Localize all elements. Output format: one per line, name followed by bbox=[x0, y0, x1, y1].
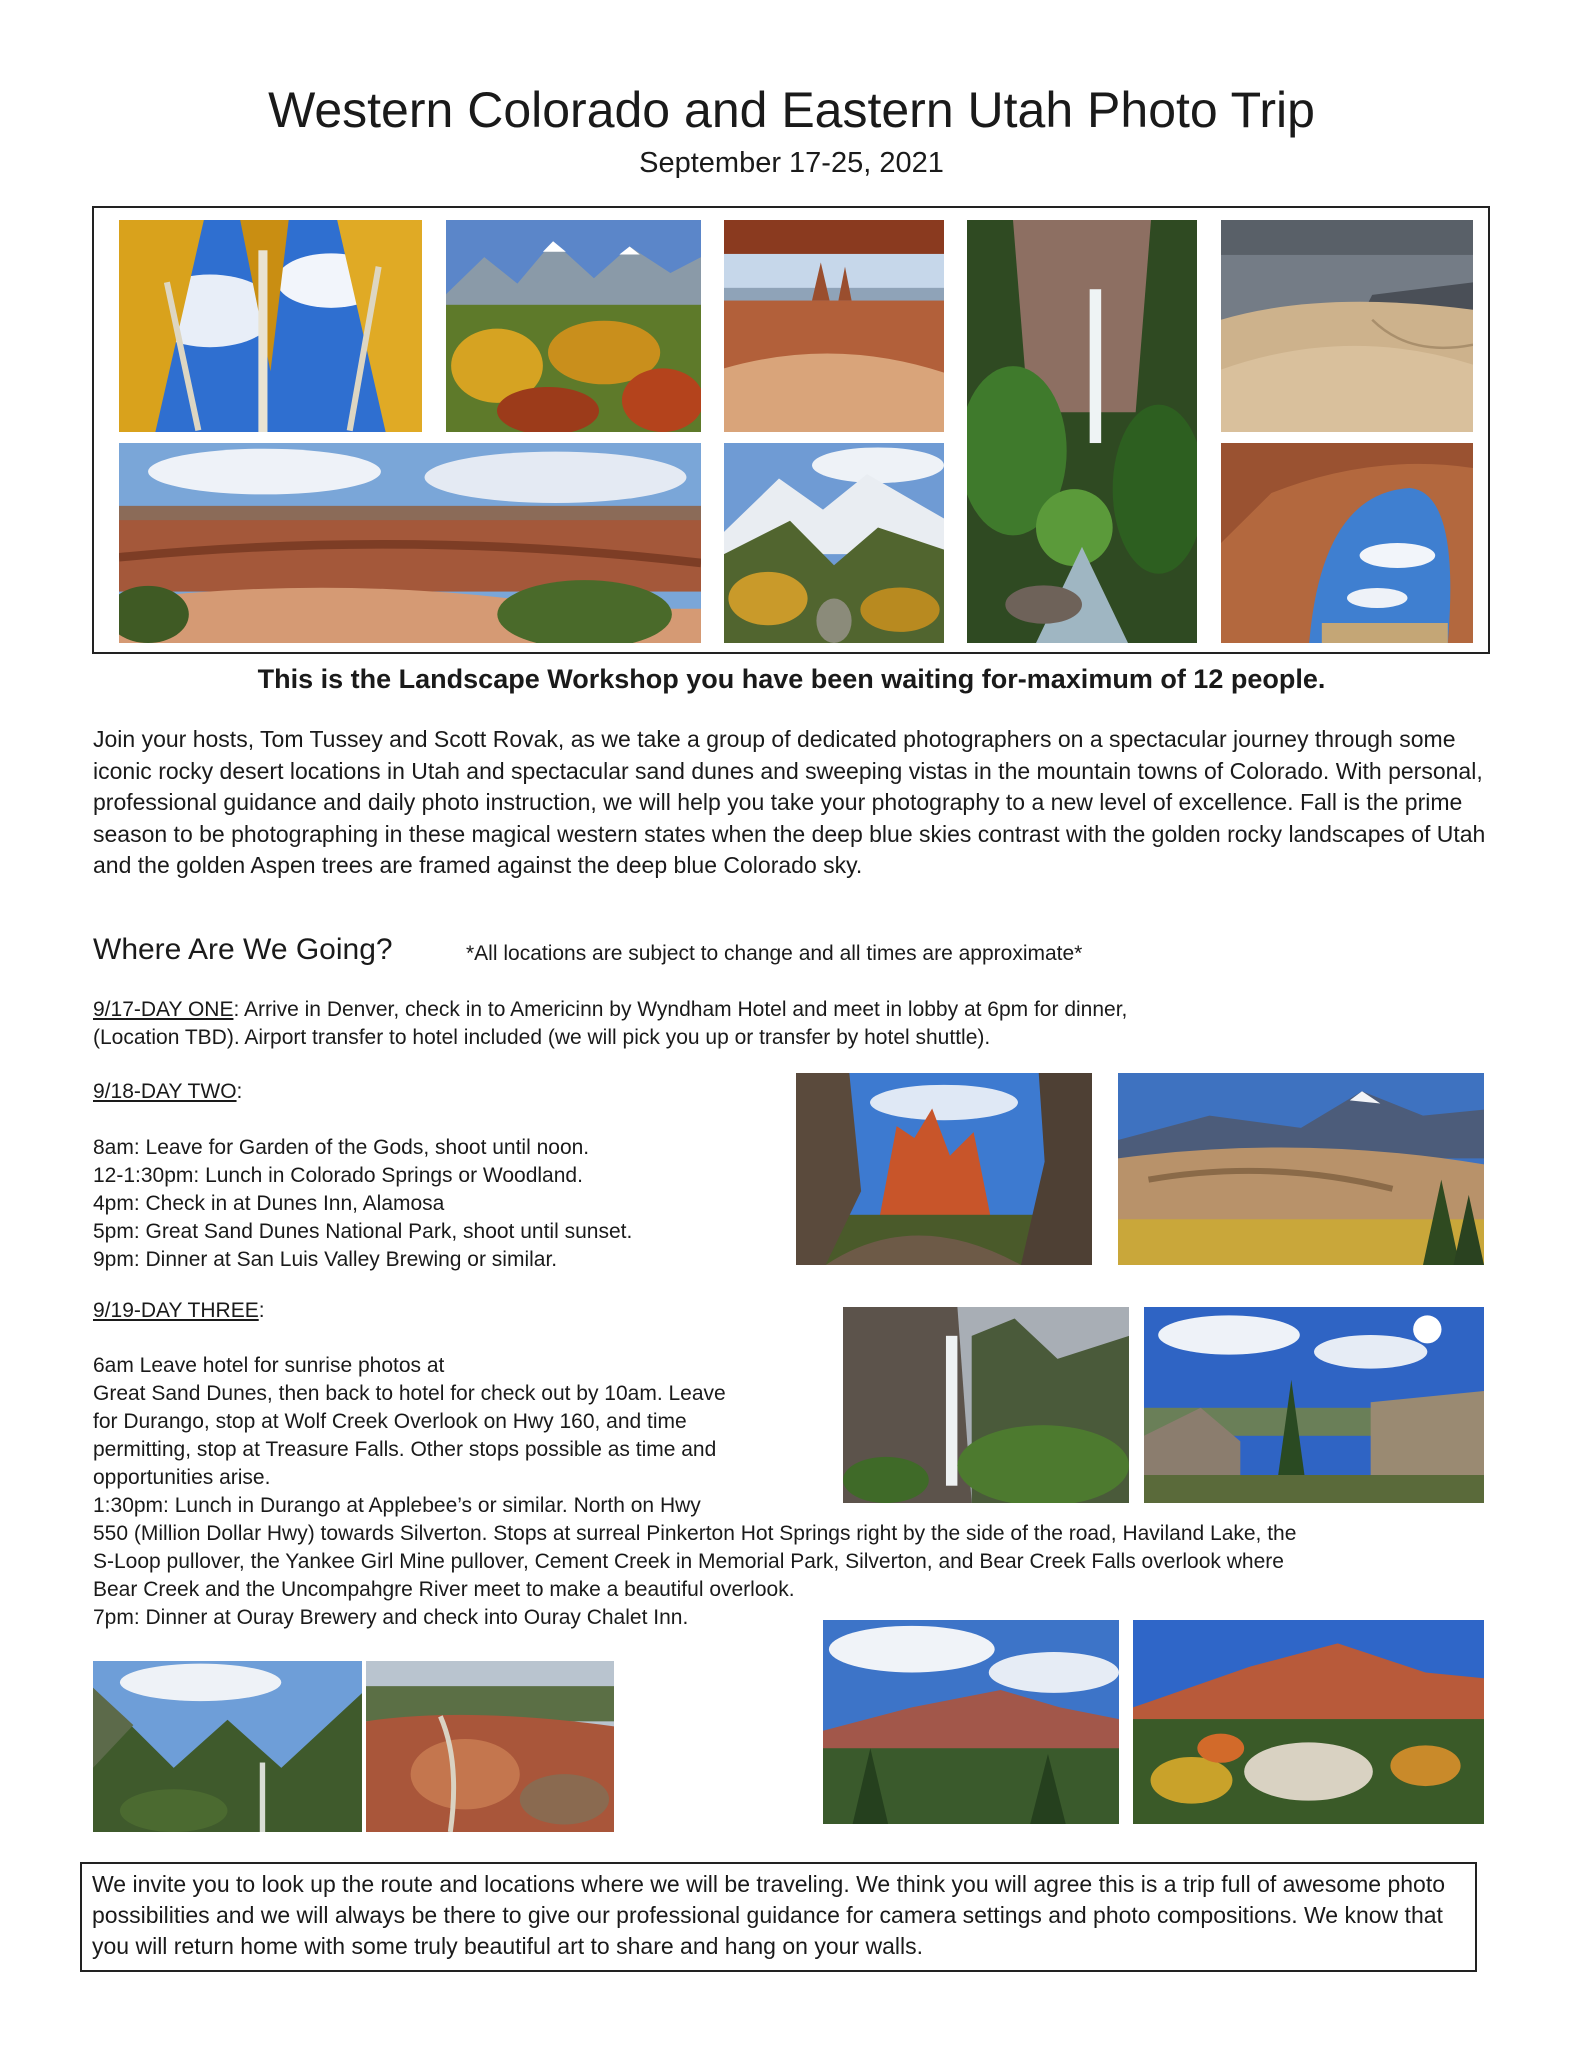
intro-paragraph: Join your hosts, Tom Tussey and Scott Rovak, as we take a group of dedicated photographers on a spectacular journey through some iconic rocky desert locations in Utah and spectacular sand dunes and sweeping vistas in the mountain towns of Colorado. With personal, professional guidance and daily photo instruction, we will help you take your photography to a new level of excellence. Fall is the prime season to be photographing in these magical western states when the deep blue skies contrast with the golden rocky landscapes of Utah and the golden Aspen trees are framed against the deep blue Colorado sky. bbox=[93, 726, 1486, 878]
canyonlands-panorama-photo bbox=[119, 443, 701, 643]
page-title: Western Colorado and Eastern Utah Photo Trip bbox=[268, 82, 1315, 138]
schedule-line: Great Sand Dunes, then back to hotel for check out by 10am. Leave bbox=[93, 1382, 726, 1405]
day-one-title: 9/17-DAY ONE bbox=[93, 998, 234, 1021]
day-one-text: : Arrive in Denver, check in to Americinn by Wyndham Hotel and meet in lobby at 6pm for dinner, bbox=[233, 998, 1128, 1021]
workshop-tagline: This is the Landscape Workshop you have been waiting for-maximum of 12 people. bbox=[257, 664, 1326, 694]
snowy-valley-photo bbox=[724, 443, 944, 643]
day-two-title: 9/18-DAY TWO bbox=[93, 1080, 237, 1103]
red-mountain-view-photo bbox=[823, 1620, 1119, 1824]
day-three-title: 9/19-DAY THREE bbox=[93, 1299, 259, 1322]
schedule-line: for Durango, stop at Wolf Creek Overlook on Hwy 160, and time bbox=[93, 1410, 687, 1433]
schedule-line: permitting, stop at Treasure Falls. Other stops possible as time and bbox=[93, 1438, 717, 1461]
schedule-line: 7pm: Dinner at Ouray Brewery and check into Ouray Chalet Inn. bbox=[93, 1606, 689, 1629]
schedule-line: 550 (Million Dollar Hwy) towards Silverton. Stops at surreal Pinkerton Hot Springs right by the side of the road, Haviland Lake, the bbox=[93, 1522, 1297, 1545]
schedule-line: Bear Creek and the Uncompahgre River meet to make a beautiful overlook. bbox=[93, 1578, 795, 1601]
rock-arch-photo bbox=[1221, 443, 1473, 643]
garden-of-gods-photo bbox=[796, 1073, 1092, 1265]
yankee-girl-mine-photo bbox=[1133, 1620, 1484, 1824]
schedule-line: 1:30pm: Lunch in Durango at Applebee’s or similar. North on Hwy bbox=[93, 1494, 701, 1517]
pinkerton-hot-springs-photo bbox=[366, 1661, 614, 1832]
day-three-heading: 9/19-DAY THREE: bbox=[93, 1299, 265, 1322]
itinerary-heading: Where Are We Going? bbox=[93, 933, 393, 966]
day-three-schedule-top bbox=[93, 1352, 726, 1520]
day-one-line1 bbox=[93, 996, 1127, 1024]
schedule-line: S-Loop pullover, the Yankee Girl Mine pullover, Cement Creek in Memorial Park, Silverton, and Bear Creek Falls overlook where bbox=[93, 1550, 1284, 1573]
trip-dates: September 17-25, 2021 bbox=[639, 147, 944, 179]
schedule-item: 12-1:30pm: Lunch in Colorado Springs or Woodland. bbox=[93, 1164, 583, 1187]
itinerary-disclaimer: *All locations are subject to change and all times are approximate* bbox=[466, 942, 1083, 965]
day-two-heading: 9/18-DAY TWO: bbox=[93, 1080, 243, 1103]
treasure-falls-photo bbox=[843, 1307, 1129, 1503]
day-two-schedule bbox=[93, 1134, 632, 1274]
schedule-item: 5pm: Great Sand Dunes National Park, shoot until sunset. bbox=[93, 1220, 633, 1243]
san-juan-valley-photo bbox=[93, 1661, 362, 1832]
schedule-item: 9pm: Dinner at San Luis Valley Brewing or similar. bbox=[93, 1248, 558, 1271]
closing-box bbox=[80, 1862, 1477, 1972]
schedule-item: 8am: Leave for Garden of the Gods, shoot until noon. bbox=[93, 1136, 590, 1159]
mesa-arch-photo bbox=[724, 220, 944, 432]
schedule-item: 4pm: Check in at Dunes Inn, Alamosa bbox=[93, 1192, 445, 1215]
sand-dunes-storm-photo bbox=[1221, 220, 1473, 432]
day-three-schedule-bottom bbox=[93, 1520, 1296, 1632]
schedule-line: opportunities arise. bbox=[93, 1466, 271, 1489]
closing-paragraph: We invite you to look up the route and locations where we will be traveling. We think you will agree this is a trip full of awesome photo possibilities and we will always be there to give our professional guidance for camera settings and photo compositions. We know that you will return home with some truly beautiful art to share and hang on your walls. bbox=[92, 1871, 1446, 1959]
fall-mountains-photo bbox=[446, 220, 701, 432]
canyon-waterfall-photo bbox=[967, 220, 1197, 643]
wolf-creek-overlook-photo bbox=[1144, 1307, 1484, 1503]
schedule-line: 6am Leave hotel for sunrise photos at bbox=[93, 1354, 445, 1377]
great-sand-dunes-photo bbox=[1118, 1073, 1484, 1265]
aspen-sky-photo bbox=[119, 220, 422, 432]
day-one-line2: (Location TBD). Airport transfer to hotel included (we will pick you up or transfer by hotel shuttle). bbox=[93, 1026, 991, 1049]
